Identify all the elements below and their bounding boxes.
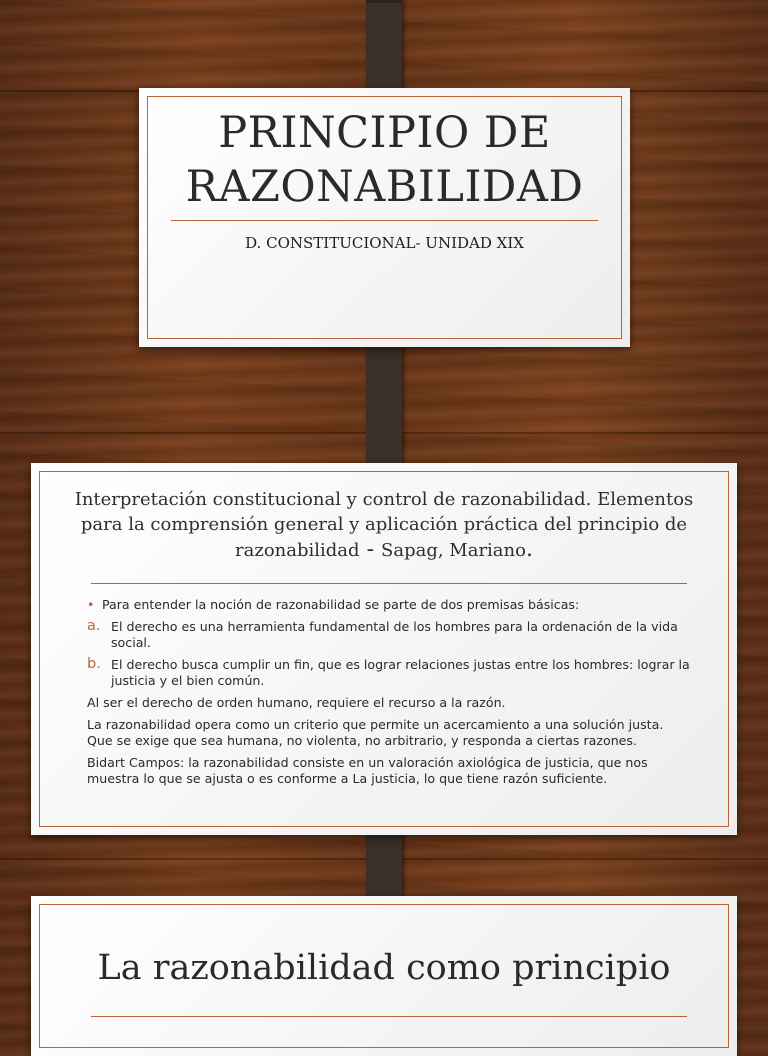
list-item <box>87 657 691 689</box>
slide-card-section[interactable] <box>31 896 737 1056</box>
bullet-marker: • <box>87 597 95 612</box>
bullet-item <box>87 597 691 613</box>
section-title: La razonabilidad como principio <box>97 948 671 988</box>
list-marker: b. <box>87 656 101 672</box>
slide-subtitle: D. CONSTITUCIONAL- UNIDAD XIX <box>245 234 524 252</box>
paragraph: Bidart Campos: la razonabilidad consiste en un valoración axiológica de justicia, que nos muestra lo que se ajusta o es conforme a La justicia, lo que tiene razón suficiente. <box>87 755 648 786</box>
heading-period: . <box>525 537 533 562</box>
heading-author: Sapag, Mariano <box>381 540 526 561</box>
paragraph: La razonabilidad opera como un criterio que permite un acercamiento a una solución justa. Que se exige que sea humana, no violenta, no arbitrario, y responda a ciertas razones. <box>87 717 664 748</box>
heading-dash: - <box>359 537 381 562</box>
list-item <box>87 619 691 651</box>
list-marker: a. <box>87 618 101 634</box>
slide-heading <box>71 487 697 563</box>
list-text: El derecho es una herramienta fundamental de los hombres para la ordenación de la vida social. <box>111 619 678 650</box>
slide-body <box>87 597 691 793</box>
divider <box>91 1016 687 1017</box>
paragraph: Al ser el derecho de orden humano, requiere el recurso a la razón. <box>87 695 506 710</box>
divider <box>91 583 687 584</box>
slide-card-content[interactable] <box>31 463 737 835</box>
list-text: El derecho busca cumplir un fin, que es lograr relaciones justas entre los hombres: lograr la justicia y el bien común. <box>111 657 690 688</box>
heading-text: Interpretación constitucional y control de razonabilidad. Elementos para la comprensión general y aplicación práctica del principio de razonabilidad <box>74 489 694 561</box>
slide-title: PRINCIPIO DE RAZONABILIDAD <box>185 108 584 212</box>
divider <box>171 220 598 221</box>
slide-card-title[interactable] <box>139 88 630 347</box>
bullet-text: Para entender la noción de razonabilidad se parte de dos premisas básicas: <box>102 597 580 612</box>
